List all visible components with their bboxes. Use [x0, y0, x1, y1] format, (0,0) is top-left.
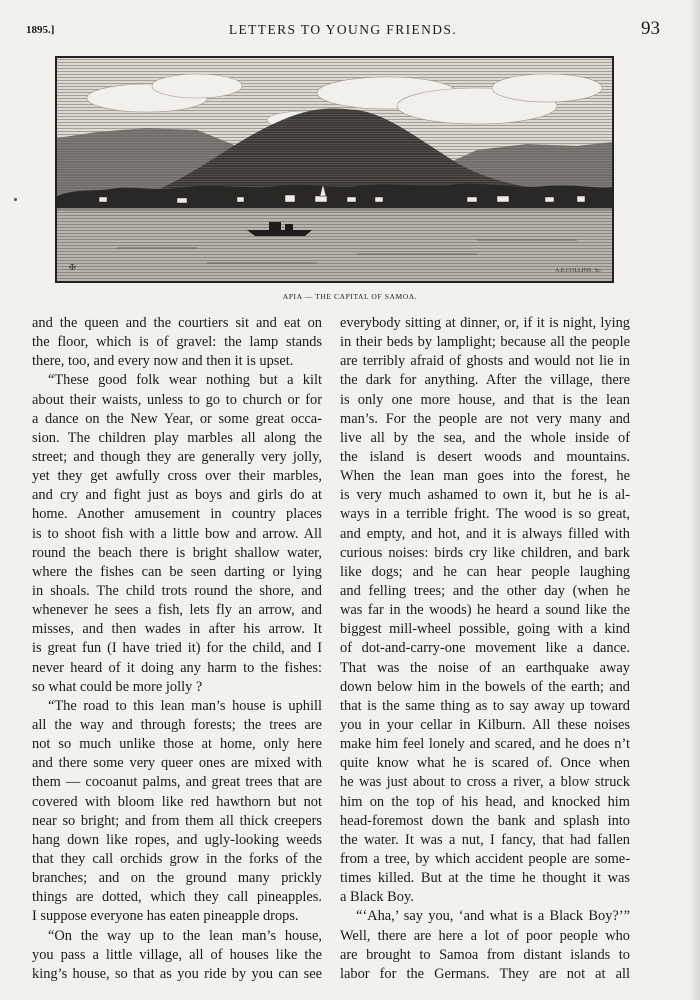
text-line: things are dotted, which they call pineapples. — [32, 889, 322, 906]
text-line: in shoals. The child trots round the shore, and — [32, 582, 322, 599]
text-line: yet they get awfully cross over their marbles, — [32, 468, 322, 485]
text-line: about their waists, unless to go to church or for — [32, 391, 322, 408]
text-line: there, too, and every now and then it is upset. — [32, 353, 294, 370]
text-line: the floor, which is of gravel: the lamp stands — [32, 334, 322, 351]
text-line: near so bright; and from them all thick creepers — [32, 812, 322, 829]
text-line: That was the noise of an earthquake away — [340, 659, 630, 676]
text-line: he was just about to cross a river, a blow struck — [340, 774, 630, 791]
text-line: them — cocoanut palms, and great trees that are — [32, 774, 322, 791]
text-line: branches; and on the ground many prickly — [32, 870, 322, 887]
text-line: biggest mill-wheel possible, going with a kind — [340, 621, 630, 638]
text-line: live all by the sea, and the whole inside of — [340, 429, 630, 446]
engraving-illustration — [55, 56, 614, 283]
text-line: Well, there are here a lot of poor people who — [340, 927, 630, 944]
text-line: the dark for anything. After the village, there — [340, 372, 630, 389]
text-line: covered with bloom like red hawthorn but not — [32, 793, 322, 810]
running-head-title: LETTERS TO YOUNG FRIENDS. — [228, 22, 458, 37]
text-line: so what could be more jolly ? — [32, 678, 203, 695]
text-line: you in your cellar in Kilburn. All these noises — [340, 716, 630, 733]
text-line: is only one more house, and that is the lean — [340, 391, 630, 408]
text-line: round the beach there is bright shallow water, — [32, 544, 322, 561]
apia-harbor-engraving — [57, 58, 612, 281]
text-line: down below him in the bowels of the earth; and — [340, 678, 630, 695]
text-line: are terribly afraid of ghosts and would not lie in — [340, 353, 630, 370]
text-line: that is the same thing as to say away up toward — [340, 697, 630, 714]
text-line: king’s house, so that as you ride by you can see — [32, 965, 322, 982]
text-line: “These good folk wear nothing but a kilt — [48, 372, 322, 389]
text-line: in their beds by lamplight; because all the people — [340, 334, 630, 351]
text-line: “The road to this lean man’s house is uphill — [48, 697, 322, 714]
text-line: a Black Boy. — [340, 889, 414, 906]
text-line: “On the way up to the lean man’s house, — [48, 927, 322, 944]
page-number: 93 — [641, 18, 660, 39]
text-line: and there some very queer ones are mixed with — [32, 755, 322, 772]
running-head — [26, 20, 660, 42]
page-edge-shadow — [690, 0, 700, 1000]
text-line: is very much ashamed to own it, but he is al- — [340, 487, 630, 504]
text-line: the island is desert woods and mountains. — [340, 448, 630, 465]
text-line: “‘Aha,’ say you, ‘and what is a Black Boy?’” — [356, 908, 630, 925]
engraver-signature: A.E.COLLINS. Sc. — [555, 268, 602, 274]
text-line: like dogs; and he can hear people laughing — [340, 563, 630, 580]
text-line: labor for the Germans. They are not at all — [340, 965, 630, 982]
text-line: of dot-and-carry-one movement like a dance. — [340, 640, 630, 657]
text-line: the water. It was a nut, I fancy, that had fallen — [340, 831, 630, 848]
text-line: a dance on the New Year, or some great occa- — [32, 410, 322, 427]
text-line: misses, and then wades in after his arrow. It — [32, 621, 322, 638]
text-line: When the lean man goes into the forest, he — [340, 468, 630, 485]
text-line: where the fishes can be seen darting or lying — [32, 563, 322, 580]
text-line: man’s. For the people are not very many and — [340, 410, 630, 427]
text-line: I suppose everyone has eaten pineapple drops. — [32, 908, 299, 925]
text-line: curious noises: birds cry like children, and bark — [340, 544, 630, 561]
figure-caption: APIA — THE CAPITAL OF SAMOA. — [282, 292, 418, 301]
text-line: and cry and fight just as boys and girls do at — [32, 487, 322, 504]
text-line: and empty, and hot, and it is always filled with — [340, 525, 630, 542]
text-line: sion. The children play marbles all along the — [32, 429, 322, 446]
page-blemish — [14, 198, 17, 201]
engraver-monogram: ✠ — [69, 263, 76, 272]
text-line: is to shoot fish with a little bow and arrow. All — [32, 525, 322, 542]
text-line: home. Another amusement in country places — [32, 506, 322, 523]
text-line: hang down like ropes, and ugly-looking weeds — [32, 831, 322, 848]
text-line: you pass a little village, all of houses like the — [32, 946, 322, 963]
text-line: whenever he sees a fish, lets fly an arrow, and — [32, 602, 322, 619]
text-line: is great fun (I have tried it) for the child, and I — [32, 640, 322, 657]
text-line: was far in the woods) he heard a sound like the — [340, 602, 630, 619]
text-line: make him feel lonely and scared, and he does n’t — [340, 736, 630, 753]
running-head-year: 1895.] — [26, 24, 55, 36]
text-line: everybody sitting at dinner, or, if it is night, lying — [340, 315, 630, 331]
text-line: times killed. But at the time he thought it was — [340, 870, 630, 887]
text-line: street; and though they are generally very jolly, — [32, 448, 322, 465]
text-line: not so much unlike those at home, only here — [32, 736, 322, 753]
harbor-water — [57, 208, 612, 281]
text-line: are brought to Samoa from distant islands to — [340, 946, 630, 963]
text-line: quite know what he is scared of. Once when — [340, 755, 630, 772]
text-line: him on the top of his head, and knocked him — [340, 793, 630, 810]
text-line: never heard of it doing any harm to the fishes: — [32, 659, 322, 676]
text-line: from a tree, by which accident people are some- — [340, 850, 630, 867]
text-line: ways in a terrible fright. The wood is so great, — [340, 506, 630, 523]
text-line: head-foremost down the bank and splash into — [340, 812, 630, 829]
text-line: that they call orchids grow in the forks of the — [32, 850, 322, 867]
text-line: and the queen and the courtiers sit and eat on — [32, 315, 322, 331]
text-line: and felling trees; and the other day (when he — [340, 582, 630, 599]
text-line: all the way and through forests; the trees are — [32, 716, 322, 733]
text-column-left — [32, 314, 322, 984]
text-column-right — [340, 314, 630, 984]
